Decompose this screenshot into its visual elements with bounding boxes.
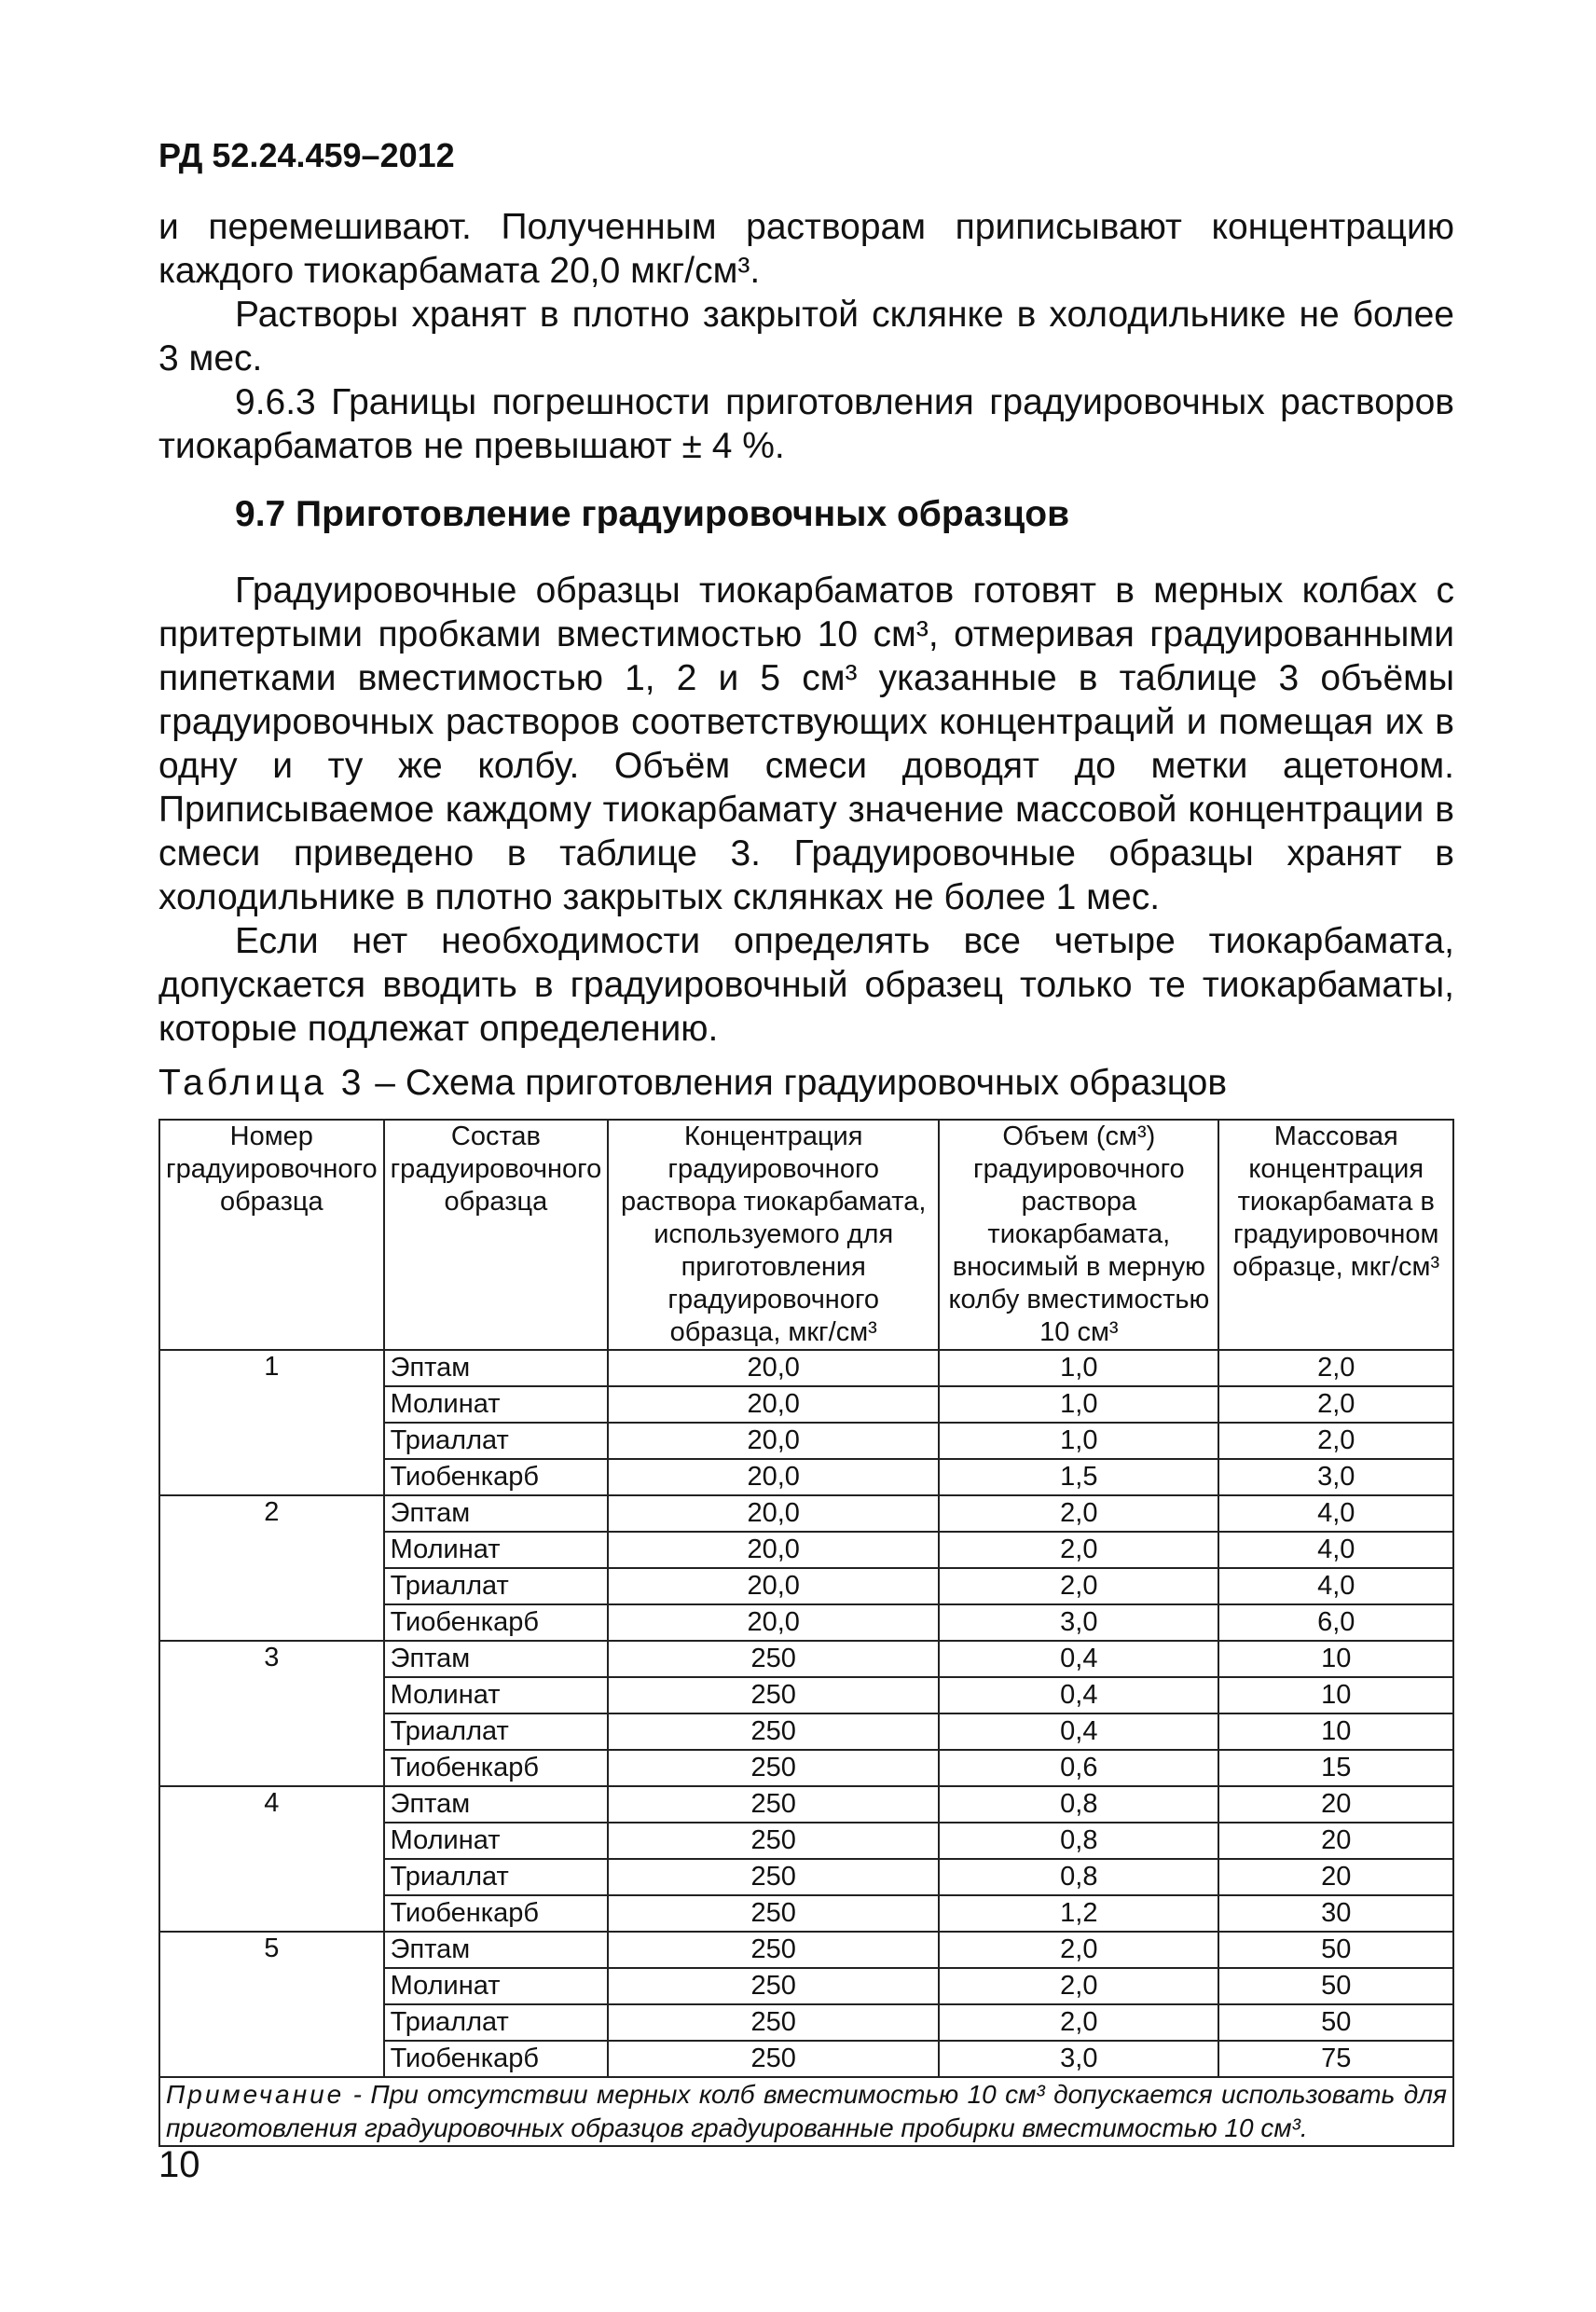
- mass-concentration-cell: 10: [1218, 1641, 1453, 1677]
- mass-concentration-cell: 50: [1218, 1932, 1453, 1968]
- mass-concentration-cell: 20: [1218, 1823, 1453, 1859]
- table-row: [159, 1350, 1453, 1386]
- volume-cell: 2,0: [939, 2004, 1218, 2041]
- sample-number-cell: 4: [159, 1786, 384, 1932]
- mass-concentration-cell: 3,0: [1218, 1459, 1453, 1495]
- mass-concentration-cell: 10: [1218, 1677, 1453, 1713]
- solution-concentration-cell: 250: [608, 1932, 939, 1968]
- note-text: - При отсутствии мерных колб вместимостью 10 см³ допускается использовать для приготовления градуировочных образцов градуированные пробирки вместимостью 10 см³.: [166, 2080, 1447, 2142]
- compound-name-cell: Молинат: [384, 1532, 609, 1568]
- paragraph-preparation: Градуировочные образцы тиокарбаматов готовят в мерных колбах с притертыми пробками вместимостью 10 см³, отмеривая градуированными пипетками вместимостью 1, 2 и 5 см³ указанные в таблице 3 объёмы градуировочных растворов соответствующих концентраций и помещая их в одну и ту же колбу. Объём смеси доводят до метки ацетоном. Приписываемое каждому тиокарбамату значение массовой концентрации в смеси приведено в таблице 3. Градуировочные образцы хранят в холодильнике в плотно закрытых склянках не более 1 мес.: [158, 571, 1454, 917]
- compound-name-cell: Эптам: [384, 1495, 609, 1532]
- volume-cell: 0,4: [939, 1641, 1218, 1677]
- solution-concentration-cell: 250: [608, 2041, 939, 2077]
- table-note-row: [159, 2077, 1453, 2146]
- solution-concentration-cell: 250: [608, 1786, 939, 1823]
- sample-number-cell: 3: [159, 1641, 384, 1786]
- compound-name-cell: Триаллат: [384, 1568, 609, 1604]
- volume-cell: 2,0: [939, 1568, 1218, 1604]
- table-caption-label: Таблица 3: [158, 1063, 365, 1103]
- compound-name-cell: Тиобенкарб: [384, 1895, 609, 1932]
- table-body: [159, 1350, 1453, 2077]
- compound-name-cell: Триаллат: [384, 1859, 609, 1895]
- paragraph-optional: Если нет необходимости определять все четыре тиокарбамата, допускается вводить в градуировочный образец только те тиокарбаматы, которые подлежат определению.: [158, 921, 1454, 1049]
- solution-concentration-cell: 20,0: [608, 1350, 939, 1386]
- compound-name-cell: Молинат: [384, 1386, 609, 1423]
- solution-concentration-cell: 250: [608, 2004, 939, 2041]
- compound-name-cell: Эптам: [384, 1641, 609, 1677]
- mass-concentration-cell: 4,0: [1218, 1568, 1453, 1604]
- solution-concentration-cell: 250: [608, 1895, 939, 1932]
- solution-concentration-cell: 250: [608, 1713, 939, 1750]
- mass-concentration-cell: 2,0: [1218, 1386, 1453, 1423]
- table-caption: [158, 1063, 1227, 1104]
- volume-cell: 0,8: [939, 1823, 1218, 1859]
- volume-cell: 1,0: [939, 1423, 1218, 1459]
- page-number: 10: [158, 2144, 200, 2185]
- volume-cell: 2,0: [939, 1532, 1218, 1568]
- mass-concentration-cell: 6,0: [1218, 1604, 1453, 1641]
- compound-name-cell: Молинат: [384, 1823, 609, 1859]
- compound-name-cell: Тиобенкарб: [384, 1750, 609, 1786]
- solution-concentration-cell: 250: [608, 1859, 939, 1895]
- compound-name-cell: Эптам: [384, 1932, 609, 1968]
- header-solution-concentration: Концентрация градуировочного раствора тиокарбамата, используемого для приготовления градуировочного образца, мкг/см³: [608, 1120, 939, 1350]
- volume-cell: 1,2: [939, 1895, 1218, 1932]
- volume-cell: 0,8: [939, 1786, 1218, 1823]
- compound-name-cell: Молинат: [384, 1677, 609, 1713]
- table-row: [159, 1932, 1453, 1968]
- table-row: [159, 1495, 1453, 1532]
- volume-cell: 2,0: [939, 1968, 1218, 2004]
- solution-concentration-cell: 20,0: [608, 1495, 939, 1532]
- mass-concentration-cell: 20: [1218, 1786, 1453, 1823]
- volume-cell: 2,0: [939, 1495, 1218, 1532]
- solution-concentration-cell: 250: [608, 1968, 939, 2004]
- mass-concentration-cell: 75: [1218, 2041, 1453, 2077]
- section-heading: 9.7 Приготовление градуировочных образцов: [235, 494, 1070, 534]
- solution-concentration-cell: 20,0: [608, 1532, 939, 1568]
- table-row: [159, 1641, 1453, 1677]
- solution-concentration-cell: 250: [608, 1641, 939, 1677]
- table-row: [159, 1786, 1453, 1823]
- volume-cell: 1,0: [939, 1350, 1218, 1386]
- volume-cell: 3,0: [939, 1604, 1218, 1641]
- sample-number-cell: 1: [159, 1350, 384, 1495]
- volume-cell: 0,4: [939, 1677, 1218, 1713]
- compound-name-cell: Молинат: [384, 1968, 609, 2004]
- mass-concentration-cell: 4,0: [1218, 1495, 1453, 1532]
- table-note: [159, 2077, 1453, 2146]
- mass-concentration-cell: 20: [1218, 1859, 1453, 1895]
- mass-concentration-cell: 2,0: [1218, 1350, 1453, 1386]
- note-label: Примечание: [166, 2080, 345, 2109]
- compound-name-cell: Триаллат: [384, 1713, 609, 1750]
- header-volume: Объем (см³) градуировочного раствора тиокарбамата, вносимый в мерную колбу вместимостью 10 см³: [939, 1120, 1218, 1350]
- header-sample-number: Номер градуировочного образца: [159, 1120, 384, 1350]
- paragraph-error-limits: 9.6.3 Границы погрешности приготовления градуировочных растворов тиокарбаматов не превышают ± 4 %.: [158, 382, 1454, 466]
- volume-cell: 3,0: [939, 2041, 1218, 2077]
- solution-concentration-cell: 20,0: [608, 1568, 939, 1604]
- mass-concentration-cell: 50: [1218, 2004, 1453, 2041]
- solution-concentration-cell: 20,0: [608, 1604, 939, 1641]
- sample-number-cell: 5: [159, 1932, 384, 2077]
- calibration-table: [158, 1119, 1454, 2147]
- table-header-row: [159, 1120, 1453, 1350]
- header-composition: Состав градуировочного образца: [384, 1120, 609, 1350]
- paragraph-storage: Растворы хранят в плотно закрытой склянке в холодильнике не более 3 мес.: [158, 295, 1454, 378]
- intro-text-block: [158, 205, 1454, 468]
- section-text-block: [158, 569, 1454, 1051]
- solution-concentration-cell: 250: [608, 1823, 939, 1859]
- compound-name-cell: Тиобенкарб: [384, 1459, 609, 1495]
- solution-concentration-cell: 20,0: [608, 1386, 939, 1423]
- solution-concentration-cell: 250: [608, 1677, 939, 1713]
- mass-concentration-cell: 10: [1218, 1713, 1453, 1750]
- compound-name-cell: Эптам: [384, 1786, 609, 1823]
- document-code-header: РД 52.24.459–2012: [158, 136, 455, 174]
- sample-number-cell: 2: [159, 1495, 384, 1641]
- volume-cell: 0,4: [939, 1713, 1218, 1750]
- mass-concentration-cell: 30: [1218, 1895, 1453, 1932]
- header-mass-concentration: Массовая концентрация тиокарбамата в градуировочном образце, мкг/см³: [1218, 1120, 1453, 1350]
- volume-cell: 1,0: [939, 1386, 1218, 1423]
- volume-cell: 2,0: [939, 1932, 1218, 1968]
- table-caption-text: – Схема приготовления градуировочных образцов: [365, 1063, 1228, 1103]
- compound-name-cell: Тиобенкарб: [384, 1604, 609, 1641]
- volume-cell: 0,8: [939, 1859, 1218, 1895]
- volume-cell: 1,5: [939, 1459, 1218, 1495]
- mass-concentration-cell: 50: [1218, 1968, 1453, 2004]
- volume-cell: 0,6: [939, 1750, 1218, 1786]
- solution-concentration-cell: 20,0: [608, 1459, 939, 1495]
- compound-name-cell: Эптам: [384, 1350, 609, 1386]
- compound-name-cell: Триаллат: [384, 2004, 609, 2041]
- mass-concentration-cell: 2,0: [1218, 1423, 1453, 1459]
- mass-concentration-cell: 4,0: [1218, 1532, 1453, 1568]
- solution-concentration-cell: 250: [608, 1750, 939, 1786]
- compound-name-cell: Тиобенкарб: [384, 2041, 609, 2077]
- solution-concentration-cell: 20,0: [608, 1423, 939, 1459]
- compound-name-cell: Триаллат: [384, 1423, 609, 1459]
- mass-concentration-cell: 15: [1218, 1750, 1453, 1786]
- paragraph-continuation: и перемешивают. Полученным растворам приписывают концентрацию каждого тиокарбамата 20,0 мкг/см³.: [158, 207, 1454, 291]
